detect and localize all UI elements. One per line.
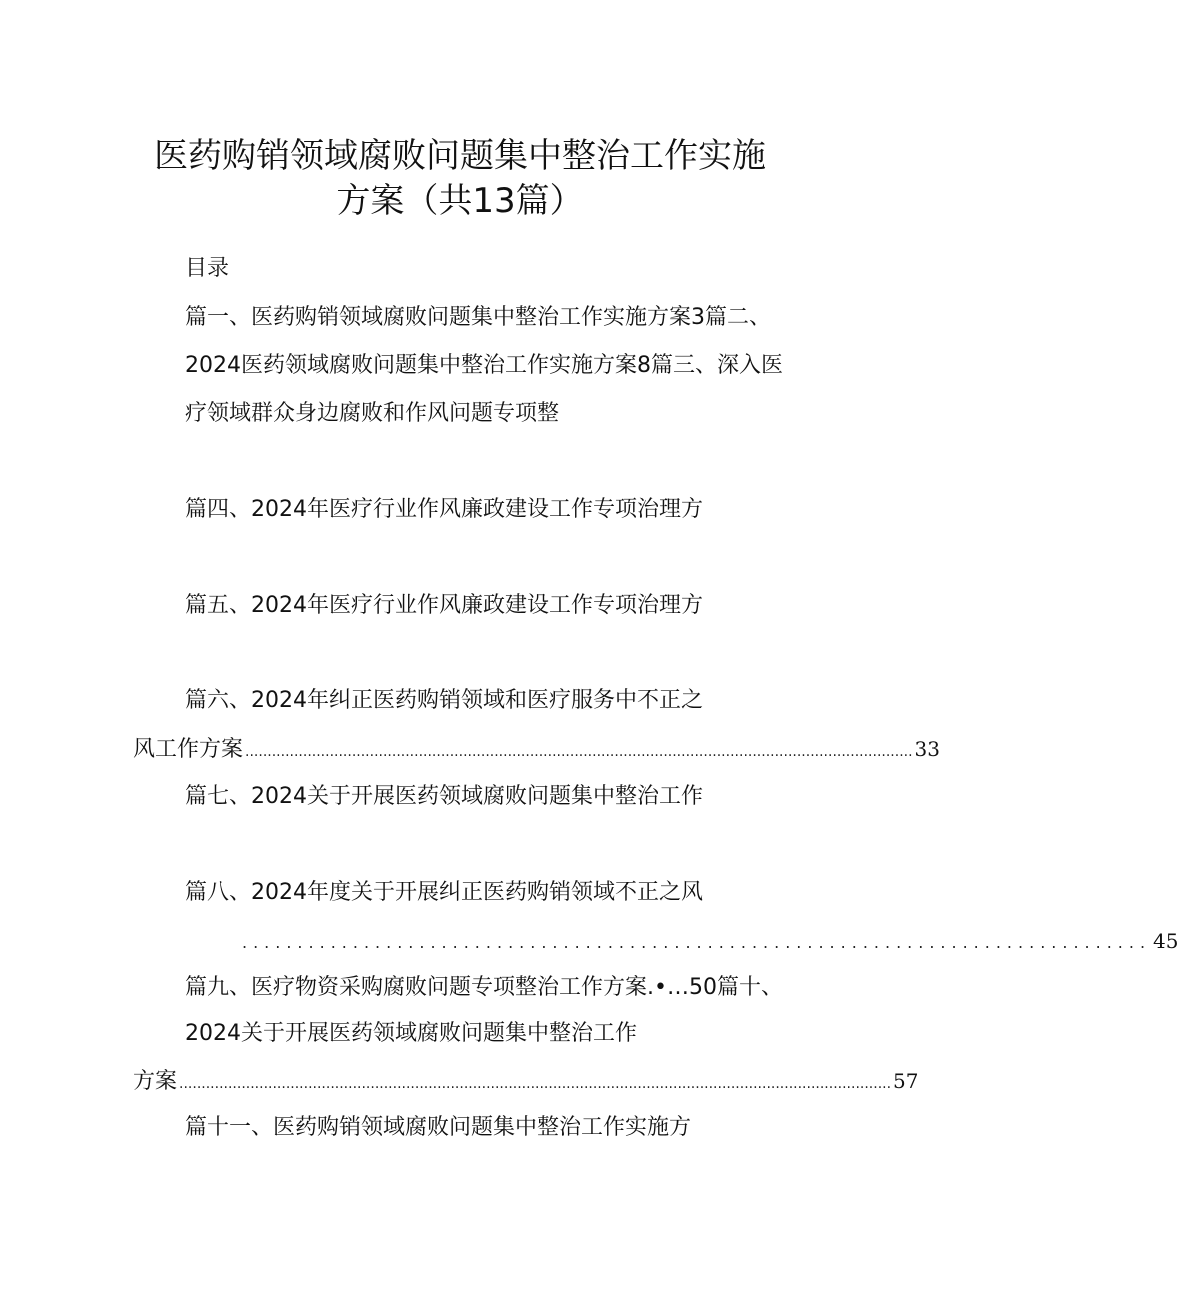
toc-entry-6-continuation[interactable]	[133, 734, 940, 767]
toc-entry-10-text: 方案	[133, 1069, 178, 1094]
document-title-line-1: 医药购销领域腐败问题集中整治工作实施	[154, 136, 766, 176]
toc-entry-11[interactable]: 篇十一、医药购销领域腐败问题集中整治工作实施方	[185, 1115, 692, 1140]
toc-entry-3[interactable]: 疗领域群众身边腐败和作风问题专项整	[185, 401, 560, 426]
toc-entry-10-continuation[interactable]	[133, 1066, 919, 1099]
toc-entry-6[interactable]: 篇六、2024年纠正医药购销领域和医疗服务中不正之	[185, 688, 703, 713]
toc-page-number: 45	[1153, 929, 1179, 953]
toc-entry-7[interactable]: 篇七、2024关于开展医药领域腐败问题集中整治工作	[185, 784, 703, 809]
toc-leader-dots: ..................................................................................	[242, 933, 1152, 952]
toc-entry-5[interactable]: 篇五、2024年医疗行业作风廉政建设工作专项治理方	[185, 593, 703, 618]
document-title-line-2: 方案（共13篇）	[336, 181, 584, 221]
toc-entry-8[interactable]: 篇八、2024年度关于开展纠正医药购销领域不正之风	[185, 880, 703, 905]
toc-leader-dots: ......................................................................................................................................................	[245, 744, 913, 760]
toc-entry-1[interactable]: 篇一、医药购销领域腐败问题集中整治工作实施方案3篇二、	[185, 305, 771, 330]
toc-leader-dots: ................................................................................................................................................................	[179, 1076, 892, 1092]
toc-entry-6-text: 风工作方案	[133, 737, 244, 762]
toc-entry-2[interactable]: 2024医药领域腐败问题集中整治工作实施方案8篇三、深入医	[185, 353, 783, 378]
toc-page-number: 57	[893, 1069, 919, 1093]
toc-entry-4[interactable]: 篇四、2024年医疗行业作风廉政建设工作专项治理方	[185, 497, 703, 522]
toc-page-number: 33	[914, 737, 940, 761]
toc-entry-9[interactable]: 篇九、医疗物资采购腐败问题专项整治工作方案.•…50篇十、	[185, 975, 783, 1000]
toc-entry-8-continuation[interactable]	[240, 926, 1179, 958]
toc-entry-10[interactable]: 2024关于开展医药领域腐败问题集中整治工作	[185, 1021, 637, 1046]
toc-heading: 目录	[185, 256, 230, 281]
